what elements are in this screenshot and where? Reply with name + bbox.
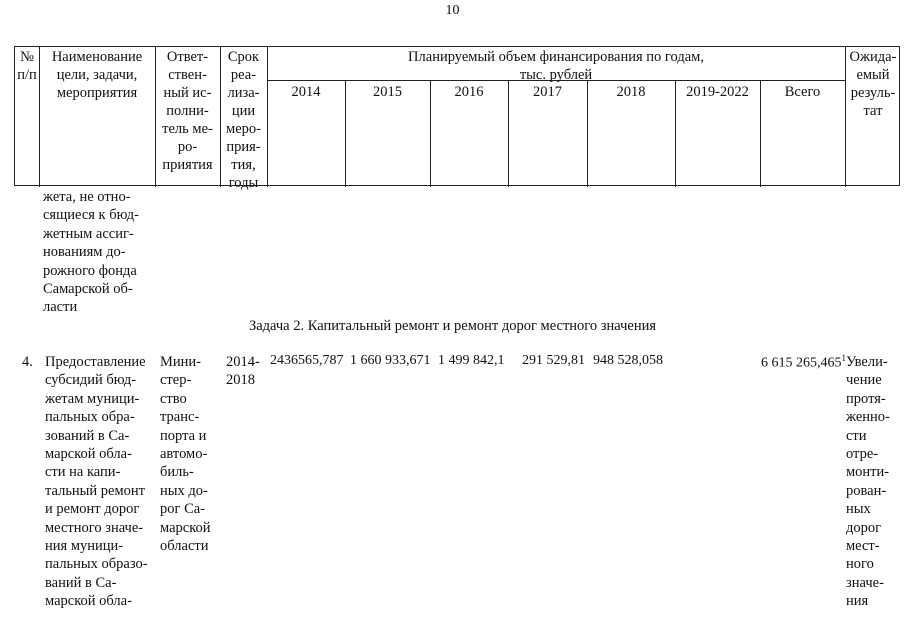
value-2017: 291 529,81 — [522, 353, 585, 368]
value-total — [761, 353, 846, 372]
header-year: 2016 — [454, 84, 484, 100]
table-header — [14, 46, 900, 191]
value-2015: 1 660 933,671 — [350, 353, 431, 368]
header-year: Всего — [784, 84, 821, 100]
value-total-text: 6 615 265,465 — [761, 355, 842, 371]
header-year: 2014 — [291, 84, 321, 100]
row-term: 2014- 2018 — [226, 354, 260, 389]
header-year: 2017 — [533, 84, 562, 100]
header-funding: Планируемый объем финансирования по годам, тыс. рублей — [408, 49, 704, 83]
header-term: Срок реа- лиза- ции меро- прия- тия, годы — [226, 49, 261, 191]
footnote-mark: 1 — [841, 353, 846, 363]
continuation-text: жета, не отно- сящиеся к бюд- жетным ассиг- нованиям до- рожного фонда Самарской об- ласти — [43, 189, 139, 316]
row-result: Увели- чение протя- женно- сти отре- монти- рован- ных дорог мест- ного значе- ния — [846, 354, 890, 610]
value-2016: 1 499 842,1 — [438, 353, 505, 368]
header-year: 2019-2022 — [686, 84, 749, 100]
value-2014: 2436565,787 — [270, 353, 344, 368]
row-responsible: Мини- стер- ство транс- порта и автомо- биль- ных до- рог Са- марской области — [160, 354, 211, 555]
page-number: 10 — [445, 3, 460, 18]
header-year: 2018 — [616, 84, 646, 100]
header-responsible: Ответ- ствен- ный ис- полни- тель ме- ро- приятия — [162, 49, 213, 173]
header-name: Наименование цели, задачи, мероприятия — [51, 49, 143, 101]
header-num: № п/п — [17, 49, 37, 83]
row-name: Предоставление субсидий бюд- жетам муници- пальных обра- зований в Са- марской обла- сти на капи- тальный ремонт и ремонт дорог местного значе- ния муници- пальных образо- ваний в Са- марской обла- — [45, 354, 148, 610]
task-title: Задача 2. Капитальный ремонт и ремонт дорог местного значения — [248, 318, 657, 334]
header-year: 2015 — [373, 84, 402, 100]
value-2018: 948 528,058 — [593, 353, 663, 368]
header-result: Ожида- емый резуль- тат — [849, 49, 897, 119]
row-number: 4. — [22, 354, 33, 370]
